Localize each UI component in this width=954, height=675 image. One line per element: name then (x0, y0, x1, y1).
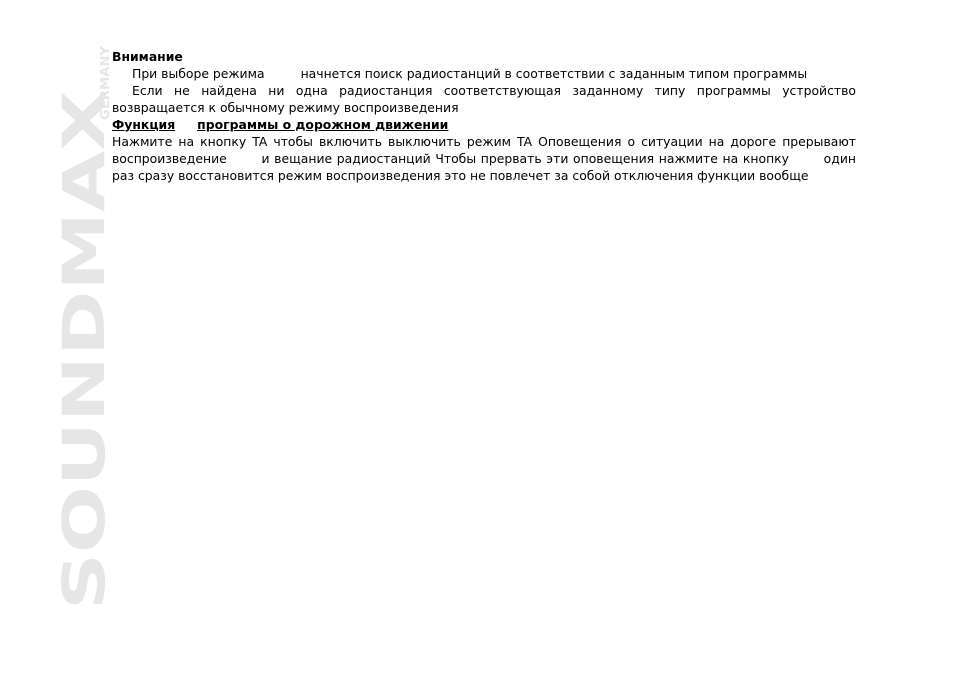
attention-heading: Внимание (112, 49, 183, 64)
traffic-function-heading (112, 116, 856, 133)
traffic-announcement-paragraph (112, 133, 856, 184)
pty-search-text-2: начнется поиск радиостанций в соответствии с заданным типом программы (300, 66, 808, 81)
pty-search-text-1: При выборе режима (132, 66, 265, 81)
traffic-heading-part-1: Функция (112, 117, 176, 132)
traffic-heading-part-2: программы о дорожном движении (197, 117, 449, 132)
document-body (112, 48, 856, 184)
soundmax-logo-text: SOUNDMAX (50, 227, 118, 610)
no-station-paragraph: Если не найдена ни одна радиостанция соответствующая заданному типу программы устройство возвращается к обычному режиму воспроизведения (112, 83, 856, 115)
pty-search-paragraph (112, 65, 856, 82)
soundmax-logo (48, 44, 118, 614)
traffic-text-3: один раз сразу восстановится режим воспроизведения это не повлечет за собой отключения функции вообще (112, 151, 856, 183)
germany-logo-subtext: GERMANY (98, 52, 112, 120)
traffic-text-2: и вещание радиостанций Чтобы прервать эти оповещения нажмите на кнопку (261, 151, 789, 166)
traffic-text-1: Нажмите на кнопку TA чтобы включить выключить режим TA Оповещения о ситуации на дороге прерывают воспроизведение (112, 134, 856, 166)
